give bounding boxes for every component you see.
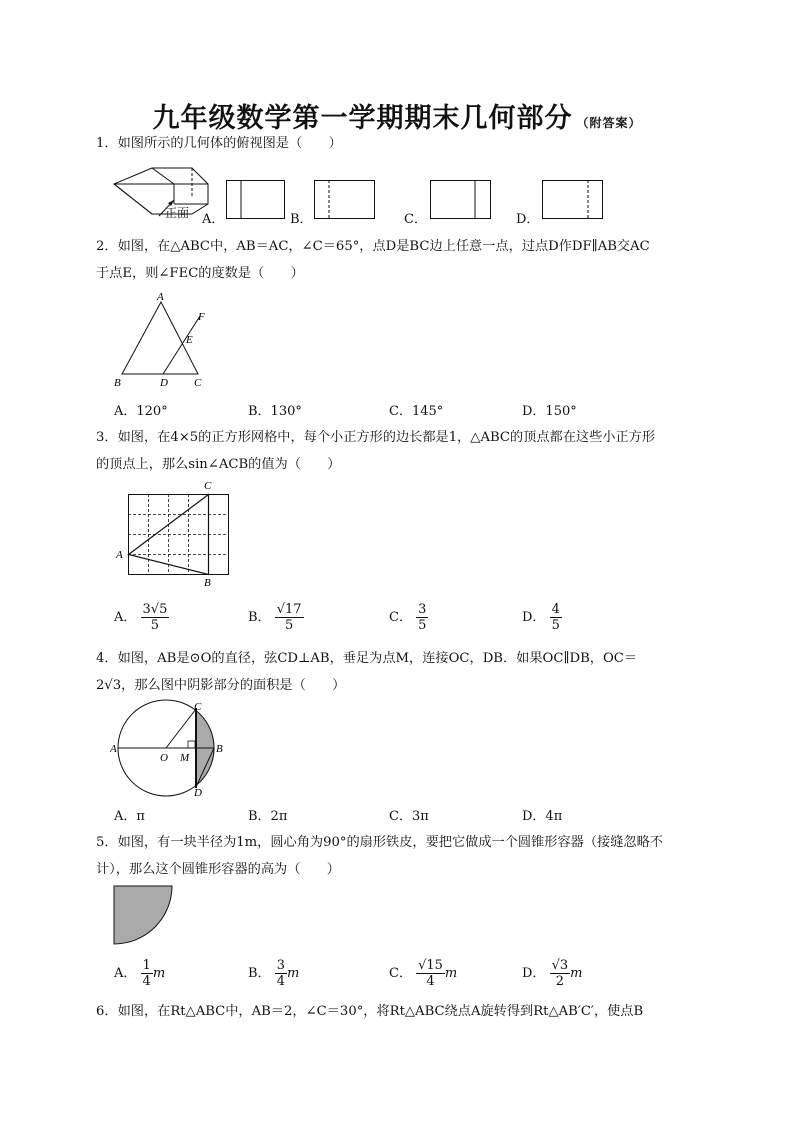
question-1-option-c: C．	[404, 212, 427, 227]
question-2-stem-line2: 于点E，则∠FEC的度数是（ ）	[96, 266, 304, 281]
question-5-option-b: B． $\frac{3}{4}$ m	[248, 958, 300, 989]
question-3-grid-figure	[112, 478, 236, 590]
question-4-circle-figure	[110, 698, 230, 798]
question-1-option-d-figure	[542, 180, 604, 220]
question-4-option-b: B．2π	[248, 809, 288, 824]
label-m: M	[180, 752, 190, 764]
label-b: B	[114, 377, 121, 389]
label-c: C	[194, 377, 202, 389]
question-4-option-a: A．π	[114, 809, 145, 824]
question-1-option-d: D．	[516, 212, 540, 227]
fraction: $\frac{1}{4}$	[142, 958, 151, 989]
question-5-option-d: D． $\frac{√3}{2}$ m	[522, 958, 583, 989]
question-2-option-d: D．150°	[522, 404, 577, 419]
question-3-option-a: A． $\frac{3√5}{5}$	[114, 602, 168, 633]
question-5-stem-line1: 5．如图，有一块半径为1m，圆心角为90°的扇形铁皮，要把它做成一个圆锥形容器（接缝忽略不	[96, 835, 663, 850]
question-2-option-a: A．120°	[114, 404, 168, 419]
question-1-front-label: 正面	[165, 206, 190, 220]
label-d: D	[160, 377, 168, 389]
question-1-option-b-figure	[314, 180, 376, 220]
label-a: A	[110, 743, 117, 755]
label-b: B	[216, 743, 223, 755]
fraction: $\frac{3}{4}$	[276, 958, 285, 989]
question-5-sector-figure	[112, 884, 174, 946]
question-1-option-a: A．	[202, 212, 225, 227]
label-c: C	[194, 701, 202, 713]
question-3-option-d: D． $\frac{4}{5}$	[522, 602, 560, 633]
question-4-stem-line1: 4．如图，AB是⊙O的直径，弦CD⊥AB，垂足为点M，连接OC，DB．如果OC∥DB，OC＝	[96, 651, 638, 666]
question-5-option-a: A． $\frac{1}{4}$ m	[114, 958, 166, 989]
label-a: A	[116, 549, 123, 561]
question-4-stem-line2: 2√3，那么图中阴影部分的面积是（ ）	[96, 678, 346, 693]
fraction: $\frac{√17}{5}$	[276, 602, 302, 633]
label-b: B	[204, 577, 211, 589]
label-e: E	[186, 334, 193, 346]
label-c: C	[204, 480, 212, 492]
question-2-triangle-figure	[110, 288, 220, 392]
question-5-option-c: C． $\frac{√15}{4}$ m	[389, 958, 458, 989]
question-1-option-a-figure	[226, 180, 286, 220]
question-1-stem: 1．如图所示的几何体的俯视图是（ ）	[96, 136, 342, 151]
question-3-option-b: B． $\frac{√17}{5}$	[248, 602, 302, 633]
question-1-solid-figure	[112, 164, 212, 224]
question-5-stem-line2: 计），那么这个圆锥形容器的高为（ ）	[96, 862, 340, 877]
question-4-option-c: C．3π	[389, 809, 429, 824]
title-suffix: （附答案）	[576, 116, 642, 130]
title-text: 九年级数学第一学期期末几何部分	[152, 103, 573, 134]
fraction: $\frac{3√5}{5}$	[142, 602, 168, 633]
question-1-option-b: B．	[290, 212, 313, 227]
fraction: $\frac{√3}{2}$	[551, 958, 569, 989]
question-3-option-c: C． $\frac{3}{5}$	[389, 602, 427, 633]
label-d: D	[194, 787, 202, 798]
fraction: $\frac{4}{5}$	[551, 602, 560, 633]
question-3-stem-line2: 的顶点上，那么sin∠ACB的值为（ ）	[96, 457, 341, 472]
question-2-option-b: B．130°	[248, 404, 302, 419]
question-3-stem-line1: 3．如图，在4×5的正方形网格中，每个小正方形的边长都是1，△ABC的顶点都在这些小正方形	[96, 430, 656, 445]
label-o: O	[160, 752, 168, 764]
question-1-option-c-figure	[430, 180, 492, 220]
question-4-option-d: D．4π	[522, 809, 563, 824]
question-2-stem-line1: 2．如图，在△ABC中，AB＝AC，∠C＝65°，点D是BC边上任意一点，过点D作DF∥AB交AC	[96, 239, 650, 254]
question-6-stem-line1: 6．如图，在Rt△ABC中，AB＝2，∠C＝30°，将Rt△ABC绕点A旋转得到Rt△AB′C′，使点B	[96, 1004, 644, 1019]
fraction: $\frac{√15}{4}$	[418, 958, 443, 989]
fraction: $\frac{3}{5}$	[418, 602, 427, 633]
label-f: F	[198, 311, 205, 323]
label-a: A	[157, 291, 164, 303]
question-2-option-c: C．145°	[389, 404, 444, 419]
